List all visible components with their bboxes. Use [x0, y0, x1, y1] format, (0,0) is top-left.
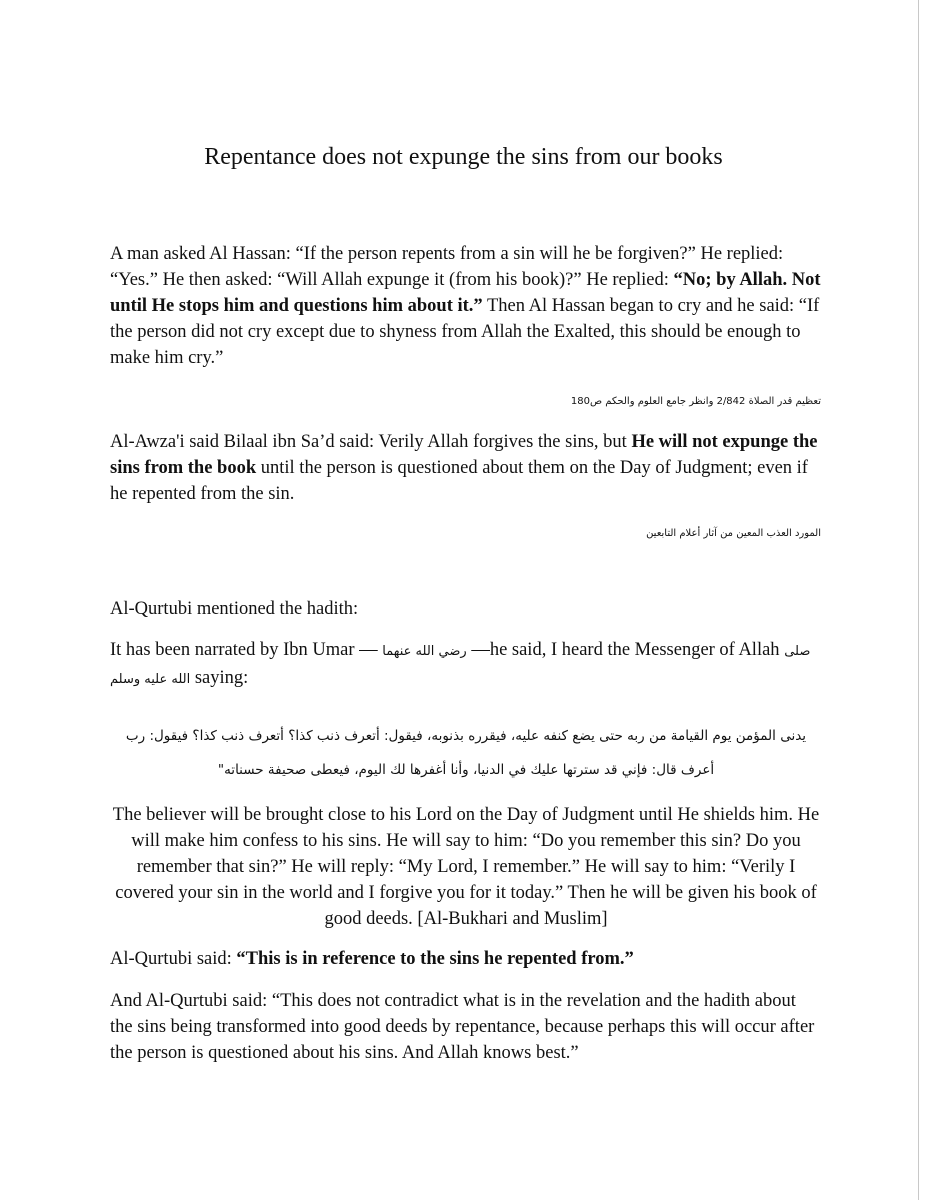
paragraph-qurtubi-intro: Al-Qurtubi mentioned the hadith: [110, 599, 359, 619]
page-title: Repentance does not expunge the sins from our books [204, 144, 723, 170]
p1-bold: “No; by Allah. Not until He stops him and questions him about it.” [110, 270, 821, 316]
page-edge-line [918, 0, 919, 1200]
p2-bold: He will not expunge the sins from the book [110, 432, 818, 478]
paragraph-bilaal [110, 429, 822, 507]
reference-2: المورد العذب المعين من آثار أعلام التابعين [646, 528, 821, 539]
paragraph-narration [110, 637, 822, 693]
p1-intro: A man asked Al Hassan: “If the person repents from a sin will he be forgiven?” He replied: “Yes.” He then asked: “Will Allah expunge it (from his book)?” He replied: [110, 244, 784, 290]
p4-arabic-1: رضي الله عنهما [382, 644, 467, 659]
p4-a: It has been narrated by Ibn Umar — [110, 640, 383, 660]
p4-arabic-2: صلى الله عليه وسلم [110, 644, 811, 687]
paragraph-al-hassan [110, 241, 822, 371]
hadith-arabic: يدنى المؤمن يوم القيامة من ربه حتى يضع كنفه عليه، فيقرره بذنوبه، فيقول: أتعرف ذنب كذا؟ أتعرف ذنب كذا؟ فيقول: رب أعرف قال: فإني قد سترتها عليك في الدنيا، وأنا أغفرها لك اليوم، فيعطى صحيفة حسناته" [125, 728, 807, 778]
p4-c: saying: [190, 668, 249, 688]
reference-1: تعظيم قدر الصلاة 2/842 وانظر جامع العلوم والحكم ص180 [570, 396, 821, 407]
paragraph-qurtubi-conclusion: And Al-Qurtubi said: “This does not contradict what is in the revelation and the hadith about the sins being transformed into good deeds by repentance, because perhaps this will occur after the person is questioned about his sins. And Allah knows best.” [110, 991, 815, 1063]
hadith-english: The believer will be brought close to his Lord on the Day of Judgment until He shields him. He will make him confess to his sins. He will say to him: “Do you remember this sin? Do you remember that sin?” He will reply: “My Lord, I remember.” He will say to him: “Verily I covered your sin in the world and I forgive you for it today.” Then he will be given his book of good deeds. [Al-Bukhari and Muslim] [112, 805, 820, 929]
p4-b: —he said, I heard the Messenger of Allah [466, 640, 785, 660]
p1-rest: Then Al Hassan began to cry and he said: “If the person did not cry except due to shyness from Allah the Exalted, this should be enough to make him cry.” [110, 296, 820, 368]
paragraph-qurtubi-said [110, 946, 822, 972]
p5-intro: Al-Qurtubi said: [110, 949, 237, 969]
p2-rest: until the person is questioned about them on the Day of Judgment; even if he repented from the sin. [110, 458, 808, 504]
p5-bold: “This is in reference to the sins he repented from.” [236, 949, 634, 969]
p2-intro: Al-Awza'i said Bilaal ibn Sa’d said: Verily Allah forgives the sins, but [110, 432, 632, 452]
